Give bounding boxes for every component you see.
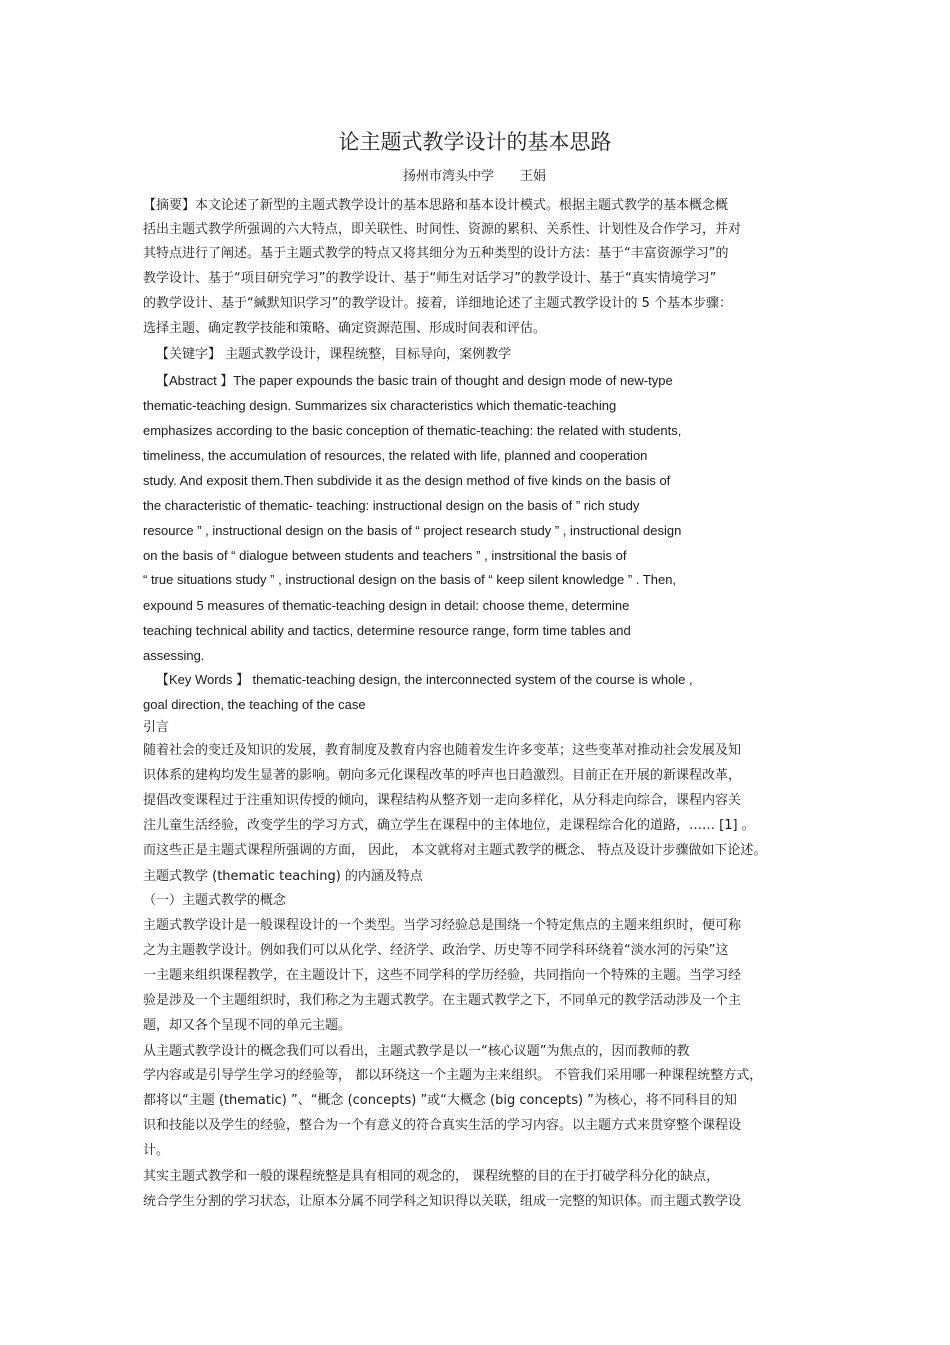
intro-paragraph-line: 提倡改变课程过于注重知识传授的倾向，课程结构从整齐划一走向多样化，从分科走向综合，课程内容关 bbox=[143, 793, 742, 808]
abstract-en-line: thematic-teaching design. Summarizes six characteristics which thematic-teaching bbox=[143, 398, 617, 413]
page-title: 论主题式教学设计的基本思路 bbox=[338, 130, 612, 154]
paragraph-1-line: 题，却又各个呈现不同的单元主题。 bbox=[143, 1018, 352, 1033]
paragraph-2-line: 学内容或是引导学生学习的经验等， 都以环绕这一个主题为主来组织。 不管我们采用哪一种课程统整方式， bbox=[143, 1068, 763, 1083]
abstract-en-line: timeliness, the accumulation of resources, the related with life, planned and cooperation bbox=[143, 448, 648, 463]
abstract-en-line: the characteristic of thematic- teaching: instructional design on the basis of ” rich study bbox=[143, 498, 640, 513]
subsection-heading: （一）主题式教学的概念 bbox=[143, 893, 287, 908]
keywords-en-line: 【Key Words 】 thematic-teaching design, the interconnected system of the course is whole , bbox=[156, 672, 693, 687]
paragraph-2-line: 计。 bbox=[143, 1143, 170, 1158]
abstract-en-line: 【Abstract 】The paper expounds the basic train of thought and design mode of new-type bbox=[156, 373, 673, 388]
author-name: 王娟 bbox=[520, 169, 547, 184]
abstract-cn-line: 的教学设计、基于“緘默知识学习”的教学设计。接着，详细地论述了主题式教学设计的 5 个基本步骤： bbox=[143, 296, 733, 311]
paragraph-2-line: 识和技能以及学生的经验，整合为一个有意义的符合真实生活的学习内容。以主题方式来贯穿整个课程设 bbox=[143, 1118, 742, 1133]
author-line bbox=[403, 169, 546, 185]
keywords-cn: 【关键字】 主题式教学设计，课程统整，目标导向，案例教学 bbox=[156, 347, 512, 362]
abstract-cn-line: 括出主题式教学所强调的六大特点，即关联性、时间性、资源的累积、关系性、计划性及合作学习，并对 bbox=[143, 222, 742, 237]
keywords-en-line: goal direction, the teaching of the case bbox=[143, 697, 366, 712]
abstract-en-line: on the basis of “ dialogue between students and teachers ” , instrsitional the basis of bbox=[143, 548, 627, 563]
intro-paragraph-line: 随着社会的变迁及知识的发展，教育制度及教育内容也随着发生许多变革；这些变革对推动社会发展及知 bbox=[143, 743, 742, 758]
paragraph-1-line: 主题式教学设计是一般课程设计的一个类型。当学习经验总是围绕一个特定焦点的主题来组织时，便可称 bbox=[143, 918, 742, 933]
intro-paragraph-line: 注儿童生活经验，改变学生的学习方式，确立学生在课程中的主体地位，走课程综合化的道路，…… [1] 。 bbox=[143, 818, 755, 833]
abstract-en-line: teaching technical ability and tactics, determine resource range, form time tables and bbox=[143, 623, 631, 638]
abstract-en-line: assessing. bbox=[143, 648, 205, 663]
abstract-cn-line: 【摘要】本文论述了新型的主题式教学设计的基本思路和基本设计模式。根据主题式教学的基本概念概 bbox=[143, 198, 729, 213]
paragraph-1-line: 一主题来组织课程教学，在主题设计下，这些不同学科的学历经验，共同指向一个特殊的主题。当学习经 bbox=[143, 968, 742, 983]
section-heading: 主题式教学 (thematic teaching) 的内涵及特点 bbox=[143, 869, 423, 884]
abstract-en-line: resource ” , instructional design on the basis of “ project research study ” , instructional design bbox=[143, 523, 682, 538]
abstract-en-line: emphasizes according to the basic conception of thematic-teaching: the related with students, bbox=[143, 423, 682, 438]
abstract-cn-line: 选择主题、确定教学技能和策略、确定资源范围、形成时间表和评估。 bbox=[143, 321, 547, 336]
abstract-en-line: expound 5 measures of thematic-teaching design in detail: choose theme, determine bbox=[143, 598, 630, 613]
paragraph-3-line: 统合学生分割的学习状态，让原本分属不同学科之知识得以关联，组成一完整的知识体。而主题式教学设 bbox=[143, 1194, 742, 1209]
abstract-en-line: study. And exposit them.Then subdivide it as the design method of five kinds on the basis of bbox=[143, 473, 671, 488]
paragraph-2-line: 从主题式教学设计的概念我们可以看出，主题式教学是以一“核心议题”为焦点的，因而教师的教 bbox=[143, 1044, 690, 1059]
abstract-cn-line: 其特点进行了阐述。基于主题式教学的特点又将其细分为五种类型的设计方法：基于“丰富资源学习”的 bbox=[143, 246, 729, 261]
abstract-en-line: “ true situations study ” , instructional design on the basis of “ keep silent knowledge ” . Then, bbox=[143, 572, 677, 587]
author-affiliation: 扬州市湾头中学 bbox=[403, 169, 495, 184]
intro-heading: 引言 bbox=[143, 720, 170, 735]
intro-paragraph-line: 识体系的建构均发生显著的影响。朝向多元化课程改革的呼声也日趋激烈。目前正在开展的新课程改革， bbox=[143, 768, 742, 783]
paragraph-1-line: 验是涉及一个主题组织时，我们称之为主题式教学。在主题式教学之下，不同单元的教学活动涉及一个主 bbox=[143, 993, 742, 1008]
abstract-cn-line: 教学设计、基于“项目研究学习”的教学设计、基于“师生对话学习”的教学设计、基于“真实情境学习” bbox=[143, 271, 717, 286]
paragraph-2-line: 都将以“主题 (thematic) ”、“概念 (concepts) ”或“大概念 (big concepts) ”为核心，将不同科目的知 bbox=[143, 1093, 737, 1108]
intro-paragraph-line: 而这些正是主题式课程所强调的方面， 因此， 本文就将对主题式教学的概念、 特点及设计步骤做如下论述。 bbox=[143, 843, 767, 858]
paragraph-3-line: 其实主题式教学和一般的课程统整是具有相同的观念的， 课程统整的目的在于打破学科分化的缺点， bbox=[143, 1169, 720, 1184]
paragraph-1-line: 之为主题教学设计。例如我们可以从化学、经济学、政治学、历史等不同学科环绕着“淡水河的污染”这 bbox=[143, 943, 729, 958]
